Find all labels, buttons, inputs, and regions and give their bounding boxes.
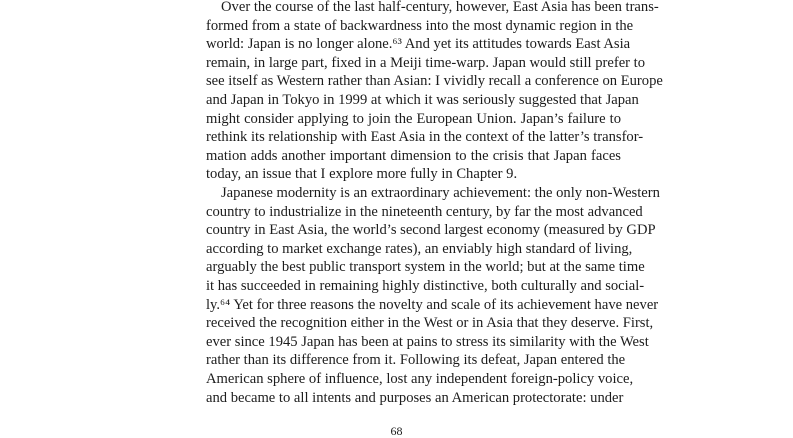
paragraph-1-line-6: and Japan in Tokyo in 1999 at which it was seriously suggested that Japan [206,92,639,108]
paragraph-1-line-8: rethink its relationship with East Asia in the context of the latter’s transfor- [206,129,644,146]
paragraph-2-line-3: country in East Asia, the world’s second largest economy (measured by GDP [206,222,656,239]
paragraph-2-line-2: country to industrialize in the nineteenth century, by far the most advanced [206,203,643,220]
paragraph-1-line-4: remain, in large part, fixed in a Meiji time-warp. Japan would still prefer to [206,54,646,71]
paragraph-1-line-1: Over the course of the last half-century, however, East Asia has been trans- [221,0,659,15]
paragraph-1-line-9: mation adds another important dimension to the crisis that Japan faces [206,147,621,164]
paragraph-2-line-9: ever since 1945 Japan has been at pains to stress its similarity with the West [206,333,649,350]
paragraph-2-line-5: arguably the best public transport system in the world; but at the same time [206,259,645,276]
paragraph-2-line-8: received the recognition either in the West or in Asia that they deserve. First, [206,315,654,332]
paragraph-2-line-10: rather than its difference from it. Following its defeat, Japan entered the [206,352,626,369]
paragraph-2-line-12: and became to all intents and purposes an American protectorate: under [206,389,624,406]
paragraph-1-line-5: see itself as Western rather than Asian: I vividly recall a conference on Europe [206,73,663,90]
paragraph-1-line-3: world: Japan is no longer alone.⁶³ And yet its attitudes towards East Asia [206,36,631,53]
paragraph-2-line-11: American sphere of influence, lost any independent foreign-policy voice, [206,371,634,387]
paragraph-1-line-2: formed from a state of backwardness into the most dynamic region in the [206,17,634,34]
paragraph-2-line-4: according to market exchange rates), an enviably high standard of living, [206,240,633,257]
paragraph-2-line-1: Japanese modernity is an extraordinary achievement: the only non-Western [221,185,660,201]
paragraph-2-line-6: it has succeeded in remaining highly distinctive, both culturally and social- [206,278,645,294]
paragraph-1-line-7: might consider applying to join the European Union. Japan’s failure to [206,110,621,127]
page-number: 68 [390,424,403,438]
paragraph-1-line-10: today, an issue that I explore more fully in Chapter 9. [206,166,518,183]
paragraph-2-line-7: ly.⁶⁴ Yet for three reasons the novelty and scale of its achievement have never [206,296,659,313]
